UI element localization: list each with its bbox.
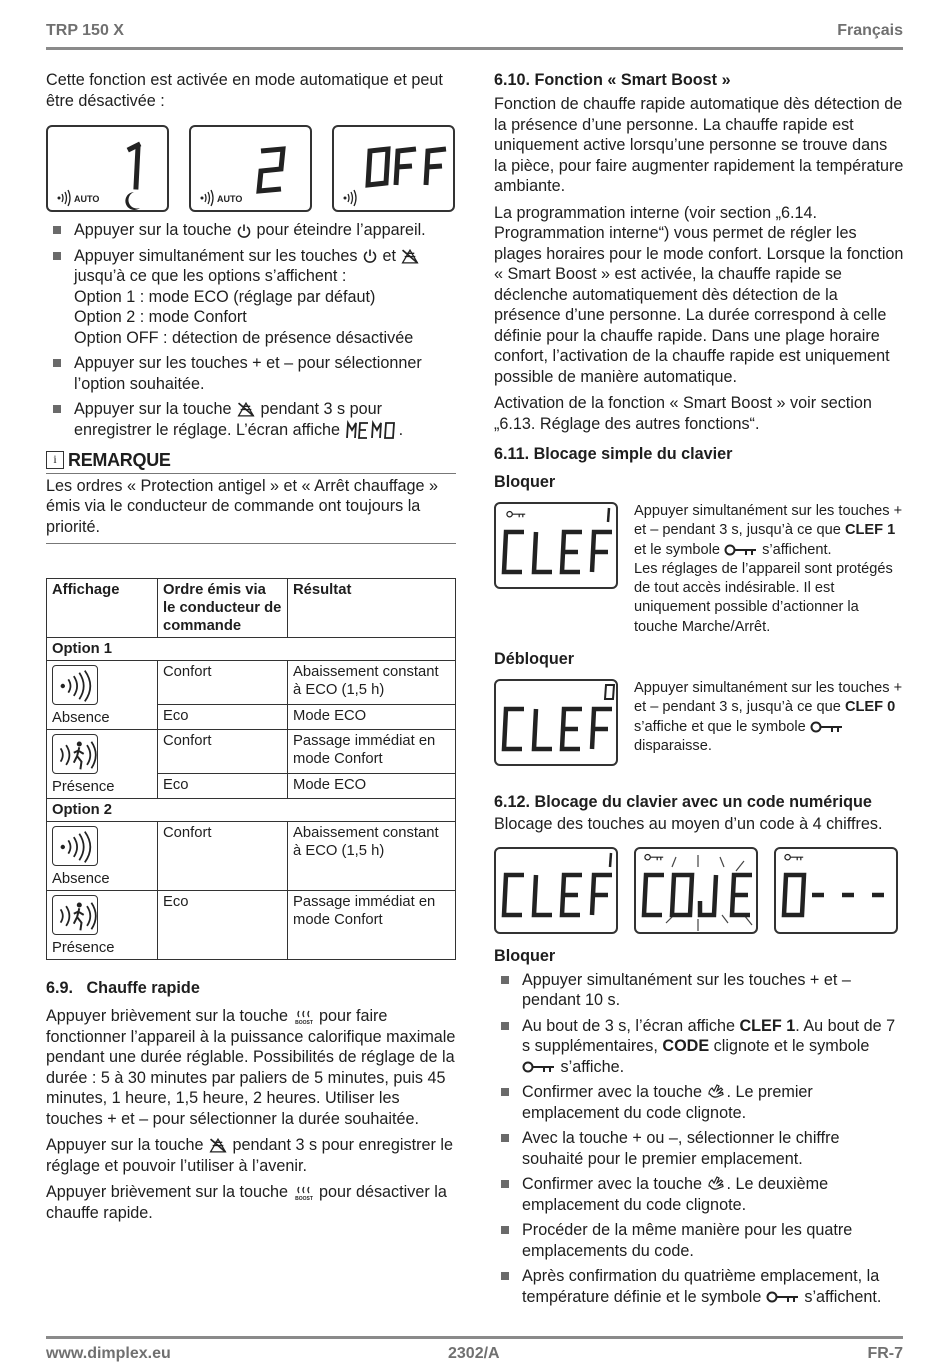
boost-paragraph-1: Appuyer brièvement sur la touche pour faire fonctionner l’appareil à la puissance calorifique maximale pendant une durée réglable. Possibilités de réglage de la durée : 5 à 30 minutes par paliers de 5 minutes, puis 45 minutes, 1 heure, 1,5 heure, 2 heures. Utiliser les touches + et – pour sélectionner la durée souhaitée. <box>46 1007 456 1128</box>
table-row <box>47 661 456 705</box>
table-cell: Eco <box>158 705 288 730</box>
info-icon: i <box>46 451 64 469</box>
code-step-4: Avec la touche + ou –, sélectionner le chiffre souhaité pour le premier emplacement. <box>494 1128 904 1169</box>
table-display-cell: Présence <box>47 891 158 960</box>
boost-icon <box>293 1009 315 1025</box>
table-cell: Passage immédiat en mode Confort <box>288 891 456 960</box>
code-step-6: Procéder de la même manière pour les quatre emplacements du code. <box>494 1220 904 1261</box>
presence-option-table <box>46 578 456 960</box>
display-row <box>46 125 456 212</box>
website-link[interactable]: www.dimplex.eu <box>46 1345 171 1362</box>
code-lock-subtitle: Bloquer <box>494 946 556 965</box>
key-icon <box>766 1290 800 1304</box>
instruction-select-option: Appuyer sur les touches + et – pour sélectionner l’option souhaitée. <box>46 353 456 394</box>
lcd-display-off <box>332 125 455 212</box>
left-column <box>46 70 456 1229</box>
table-cell: Confort <box>158 661 288 705</box>
section-6-9-title: 6.9. Chauffe rapide <box>46 979 200 998</box>
table-cell: Eco <box>158 891 288 960</box>
table-cell: Passage immédiat en mode Confort <box>288 730 456 774</box>
code-instructions <box>494 970 904 1308</box>
presence-sensor-icon <box>236 401 256 418</box>
section-6-12-title: 6.12. Blocage du clavier avec un code numérique <box>494 793 872 812</box>
confirm-hand-icon <box>706 1176 726 1194</box>
code-step-3: Confirmer avec la touche . Le premier emplacement du code clignote. <box>494 1082 904 1123</box>
model-name: TRP 150 X <box>46 22 124 39</box>
instruction-power-off: Appuyer sur la touche pour éteindre l’appareil. <box>46 220 456 241</box>
code-step-2: Au bout de 3 s, l’écran affiche CLEF 1. Au bout de 7 s supplémentaires, CODE clignote et le symbole s’affiche. <box>494 1016 904 1078</box>
presence-person-icon <box>52 734 98 774</box>
unlock-subtitle: Débloquer <box>494 650 575 669</box>
lcd-display-option2 <box>189 125 312 212</box>
table-header-row <box>47 579 456 638</box>
table-header-cell: Affichage <box>47 579 158 638</box>
table-header-cell: Résultat <box>288 579 456 638</box>
table-display-cell: Présence <box>47 730 158 799</box>
boost-icon <box>293 1185 315 1201</box>
table-row <box>47 730 456 774</box>
table-option-label: Option 1 <box>47 638 456 661</box>
table-row <box>47 799 456 822</box>
power-icon <box>362 248 378 264</box>
lock-instructions: Appuyer simultanément sur les touches + et – pendant 3 s, jusqu’à ce que CLEF 1 et le symbole s’affichent. Les réglages de l’appareil sont protégés de tout accès indésirable. Il est uniquement possible d’actionner la touche Marche/Arrêt. <box>634 503 903 635</box>
page-number: FR-7 <box>867 1345 903 1362</box>
unlock-block <box>494 679 904 766</box>
note-heading <box>46 450 456 474</box>
lcd-display-code-entry <box>774 847 898 934</box>
section-6-10-title: 6.10. Fonction « Smart Boost » <box>494 71 731 89</box>
instruction-show-options: Appuyer simultanément sur les touches et jusqu’à ce que les options s’affichent : Option 1 : mode ECO (réglage par défaut) Option 2 : mode Confort Option OFF : détection de présence désactivée <box>46 246 456 349</box>
absence-waves-icon <box>52 826 98 866</box>
key-icon <box>810 720 844 734</box>
lcd-display-code-blinking <box>634 847 758 934</box>
table-display-cell: Absence <box>47 661 158 730</box>
auto-label-2: AUTO <box>217 194 243 204</box>
absence-waves-icon <box>52 665 98 705</box>
power-icon <box>236 223 252 239</box>
unlock-instructions: Appuyer simultanément sur les touches + et – pendant 3 s, jusqu’à ce que CLEF 0 s’affiche et que le symbole disparaisse. <box>634 680 903 754</box>
code-intro: Blocage des touches au moyen d’un code à 4 chiffres. <box>494 815 883 834</box>
boost-paragraph-2: Appuyer sur la touche pendant 3 s pour enregistrer le réglage et pouvoir l’utiliser à l’avenir. <box>46 1136 453 1175</box>
intro-text: Cette fonction est activée en mode automatique et peut être désactivée : <box>46 71 443 110</box>
key-icon <box>522 1060 556 1074</box>
lock-block <box>494 502 904 637</box>
lcd-display-option1 <box>46 125 169 212</box>
table-cell: Mode ECO <box>288 774 456 799</box>
code-step-5: Confirmer avec la touche . Le deuxième emplacement du code clignote. <box>494 1174 904 1215</box>
table-row <box>47 891 456 960</box>
code-display-row <box>494 847 904 934</box>
table-cell: Eco <box>158 774 288 799</box>
note-title: REMARQUE <box>68 450 171 471</box>
language-label: Français <box>837 22 903 39</box>
document-version: 2302/A <box>448 1345 500 1362</box>
confirm-hand-icon <box>706 1084 726 1102</box>
memo-display-icon <box>345 420 399 440</box>
page-header <box>46 22 903 50</box>
lock-subtitle: Bloquer <box>494 473 556 491</box>
boost-paragraph-3: Appuyer brièvement sur la touche pour désactiver la chauffe rapide. <box>46 1183 447 1222</box>
table-display-cell: Absence <box>47 822 158 891</box>
smart-boost-paragraph-2: La programmation interne (voir section „6.14. Programmation interne“) vous permet de régler les plages horaires pour le mode confort. Lorsque la fonction « Smart Boost » est activée, la chauffe rapide se déclenche automatiquement dès détection de la présence d’une personne. La durée correspond à celle définie pour la chauffe rapide. Dans une plage horaire confort, l’activation de la chauffe rapide est uniquement possible de manière automatique. <box>494 203 904 386</box>
option-instructions <box>46 220 456 440</box>
table-row <box>47 638 456 661</box>
table-option-label: Option 2 <box>47 799 456 822</box>
table-cell: Confort <box>158 822 288 891</box>
table-cell: Abaissement constant à ECO (1,5 h) <box>288 661 456 705</box>
auto-label-1: AUTO <box>74 194 100 204</box>
instruction-save-setting: Appuyer sur la touche pendant 3 s pour enregistrer le réglage. L’écran affiche . <box>46 399 456 440</box>
code-step-7: Après confirmation du quatrième emplacement, la température définie et le symbole s’affichent. <box>494 1266 904 1307</box>
presence-person-icon <box>52 895 98 935</box>
lcd-display-clef-1 <box>494 502 618 589</box>
table-row <box>47 822 456 891</box>
table-cell: Mode ECO <box>288 705 456 730</box>
lcd-display-clef <box>494 847 618 934</box>
presence-sensor-icon <box>400 248 420 265</box>
table-cell: Confort <box>158 730 288 774</box>
table-header-cell: Ordre émis via le conducteur de commande <box>158 579 288 638</box>
note-text: Les ordres « Protection antigel » et « Arrêt chauffage » émis via le conducteur de commande ont toujours la priorité. <box>46 474 456 545</box>
smart-boost-paragraph-3: Activation de la fonction « Smart Boost » voir section „6.13. Réglage des autres fonctions“. <box>494 394 872 433</box>
right-column <box>494 70 904 1312</box>
lcd-display-clef-0 <box>494 679 618 766</box>
table-cell: Abaissement constant à ECO (1,5 h) <box>288 822 456 891</box>
smart-boost-paragraph-1: Fonction de chauffe rapide automatique dès détection de la présence d’une personne. La chauffe rapide est uniquement active lorsqu’une personne se trouve dans la pièce, pour faire augmenter rapidement la température ambiante. <box>494 95 904 195</box>
page-footer <box>46 1336 903 1366</box>
key-icon <box>724 543 758 557</box>
section-6-11-title: 6.11. Blocage simple du clavier <box>494 445 733 463</box>
presence-sensor-icon <box>208 1137 228 1154</box>
code-step-1: Appuyer simultanément sur les touches + et – pendant 10 s. <box>494 970 904 1011</box>
